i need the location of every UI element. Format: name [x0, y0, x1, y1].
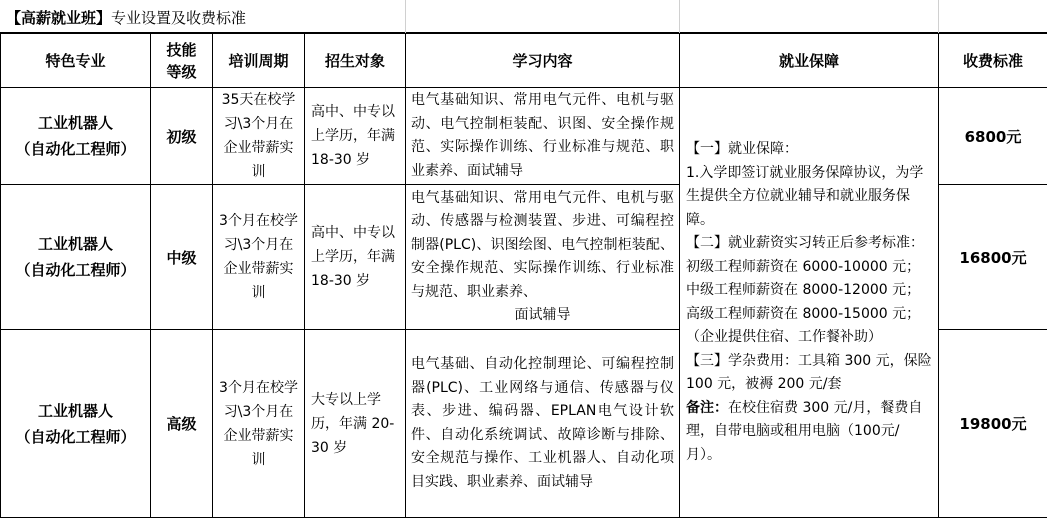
title-text: 专业设置及收费标准: [111, 9, 246, 27]
fee-cell: 6800元: [939, 88, 1047, 185]
level-cell: 中级: [151, 185, 213, 330]
guarantee-s3-title: 【三】: [686, 353, 728, 369]
fee-cell: 19800元: [939, 330, 1047, 518]
page-title: [6, 7, 246, 28]
table-row: [1, 88, 1047, 185]
header-level: 技能 等级: [151, 34, 213, 88]
content-cell: 电气基础知识、常用电气元件、电机与驱动、传感器与检测装置、步进、可编程控制器(PLC)、识图绘图、电气控制柜装配、安全操作规范、实际操作训练、行业标准与规范、职业素养、 面试辅导: [406, 185, 680, 330]
header-content: 学习内容: [406, 34, 680, 88]
guarantee-s1-title: 【一】: [686, 141, 728, 157]
guarantee-cell: [680, 88, 939, 518]
major-cell: 工业机器人 （自动化工程师）: [1, 185, 151, 330]
header-fee: 收费标准: [939, 34, 1047, 88]
major-cell: 工业机器人 （自动化工程师）: [1, 330, 151, 518]
header-row: [1, 34, 1047, 88]
level-cell: 初级: [151, 88, 213, 185]
guarantee-s2-text: 就业薪资实习转正后参考标准：初级工程师薪资在 6000-10000 元；中级工程师薪资在 8000-12000 元；高级工程师薪资在 8000-15000 元；（企业提供住宿、工作餐补助）: [686, 235, 924, 345]
header-major: 特色专业: [1, 34, 151, 88]
title-bracket: 【高薪就业班】: [6, 9, 111, 27]
fee-table: [0, 33, 1047, 518]
guarantee-s3-text: 学杂费用：工具箱 300 元，保险 100 元，被褥 200 元/套: [686, 353, 932, 393]
guarantee-s1-text: 就业保障：: [728, 141, 798, 157]
gridline: [679, 0, 680, 33]
period-cell: 3个月在校学习\3个月在企业带薪实训: [213, 185, 305, 330]
level-cell: 高级: [151, 330, 213, 518]
period-cell: 3个月在校学习\3个月在企业带薪实训: [213, 330, 305, 518]
note-text: 在校住宿费 300 元/月，餐费自理，自带电脑或租用电脑（100元/月）。: [686, 400, 922, 463]
gridline: [405, 0, 406, 33]
target-cell: 大专以上学历，年满 20-30 岁: [305, 330, 406, 518]
period-cell: 35天在校学习\3个月在企业带薪实训: [213, 88, 305, 185]
content-cell: 电气基础、自动化控制理论、可编程控制器(PLC)、工业网络与通信、传感器与仪表、步进、编码器、EPLAN电气设计软件、自动化系统调试、故障诊断与排除、安全规范与操作、工业机器人、自动化项目实践、职业素养、面试辅导: [406, 330, 680, 518]
header-period: 培训周期: [213, 34, 305, 88]
target-cell: 高中、中专以上学历，年满 18-30 岁: [305, 185, 406, 330]
guarantee-s1-body: 1.入学即签订就业服务保障协议，为学生提供全方位就业辅导和就业服务保障。: [686, 165, 923, 228]
header-guarantee: 就业保障: [680, 34, 939, 88]
gridline: [938, 0, 939, 33]
header-target: 招生对象: [305, 34, 406, 88]
title-row: [0, 0, 1047, 33]
fee-cell: 16800元: [939, 185, 1047, 330]
content-cell: 电气基础知识、常用电气元件、电机与驱动、电气控制柜装配、识图、安全操作规范、实际操作训练、行业标准与规范、职业素养、面试辅导: [406, 88, 680, 185]
target-cell: 高中、中专以上学历，年满 18-30 岁: [305, 88, 406, 185]
major-cell: 工业机器人 （自动化工程师）: [1, 88, 151, 185]
guarantee-s2-title: 【二】: [686, 235, 728, 251]
note-label: 备注：: [686, 400, 728, 416]
